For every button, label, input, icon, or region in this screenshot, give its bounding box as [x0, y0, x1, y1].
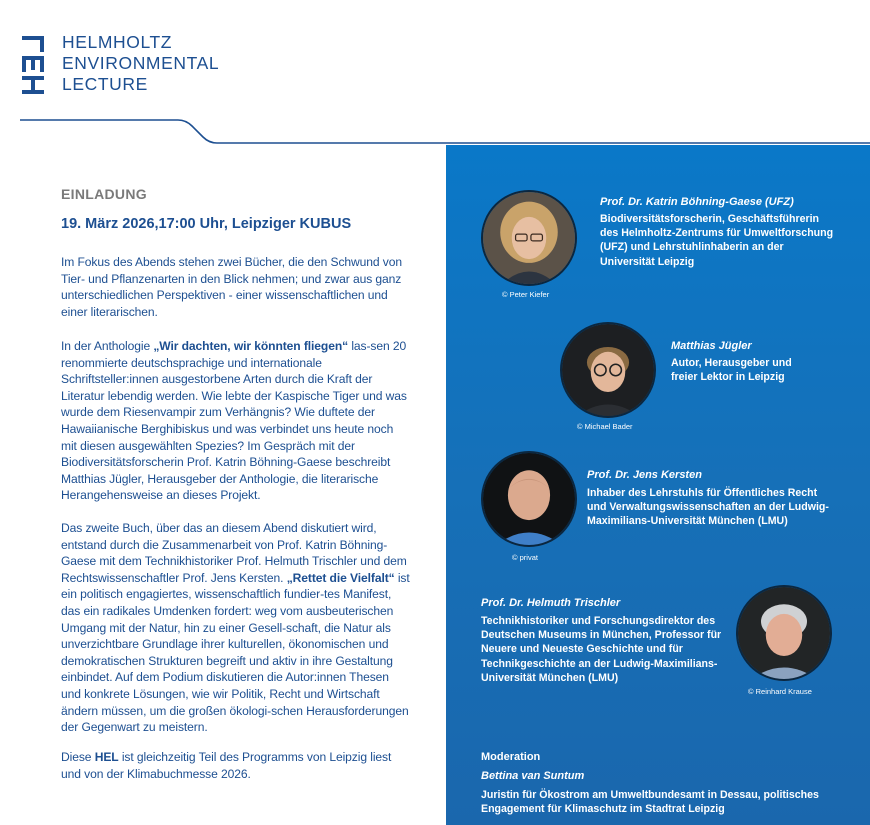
paragraph-manifest-body: ist ein politisch engagiertes, wissenschaftlich fundier-tes Manifest, das ein radikales Umdenken fordert: weg vom ausbeuterischen Umgang mit der Natur, hin zu einer Gesell-schaft, die Natur als unverzichtbare Grundlage ihrer kulturellen, ökonomischen und demokratischen Strukturen begreift und aktiv in ihre Gestaltung einbindet. Auf dem Podium diskutieren die Autor:innen Thesen und konkrete Lösungen, wie wir Politik, Recht und Wirtschaft ändern müssen, um die großen ökologi-schen Herausforderungen der Gegenwart zu meistern.	[61, 570, 410, 735]
paragraph-program	[61, 749, 411, 782]
speaker-description-1: Biodiversitätsforscherin, Geschäftsführerin des Helmholtz-Zentrums für Umweltforschung (UFZ) und Lehrstuhlinhaberin an der Universität Leipzig	[600, 213, 834, 268]
paragraph-program-body: ist gleichzeitig Teil des Programms von Leipzig liest und von der Klimabuchmesse 2026.	[61, 750, 392, 781]
photo-credit-1: © Peter Kiefer	[502, 290, 550, 299]
invitation-column	[61, 186, 411, 781]
paragraph-anthology	[61, 338, 411, 504]
moderator-name: Bettina van Suntum	[481, 770, 585, 782]
logo-line-2: ENVIRONMENTAL	[62, 53, 220, 73]
speaker-photo-kersten	[481, 451, 577, 547]
speaker-photo-juegler	[560, 322, 656, 418]
logo-wordmark	[62, 32, 219, 95]
speaker-description-4: Technikhistoriker und Forschungsdirektor des Deutschen Museums in München, Professor für Neuere und Neueste Geschichte und für Technikgeschichte an der Ludwig-Maximilians-Universität München (LMU)	[481, 615, 722, 684]
portrait-man-gray-hair-icon	[738, 587, 830, 679]
paragraph-intro: Im Fokus des Abends stehen zwei Bücher, die den Schwund von Tier- und Pflanzenarten in den Blick nehmen; und zwar aus ganz unterschiedlichen Perspektiven - einer wissenschaftlichen und einer literarischen.	[61, 255, 402, 319]
logo-line-3: LECTURE	[62, 74, 148, 94]
speaker-photo-trischler	[736, 585, 832, 681]
portrait-woman-icon	[483, 192, 575, 284]
photo-credit-4: © Reinhard Krause	[748, 687, 812, 696]
speaker-name-3: Prof. Dr. Jens Kersten	[587, 469, 702, 481]
header-divider-line	[0, 110, 870, 150]
paragraph-anthology-lead: In der Anthologie	[61, 339, 154, 353]
hel-logo-mark	[22, 36, 44, 94]
portrait-man-glasses-icon	[562, 324, 654, 416]
speakers-panel	[446, 145, 870, 825]
hel-logo-icon	[22, 36, 44, 94]
paragraph-anthology-body: las-sen 20 renommierte deutschsprachige und internationale Schriftsteller:innen ausgestorbene Arten durch die Kraft der Literatur lebendig werden. Wie lebte der Kaspische Tiger und was wurde dem Riesenvampir zum Verhängnis? Wie duftete der Hawaiianische Berghibiskus und was verbindet uns heute noch mit diesen ausgewählten Spezies? Im Gespräch mit der Biodiversitätsforscherin Prof. Katrin Böhning-Gaese beschreibt Matthias Jügler, Herausgeber der Anthologie, die literarische Herangehensweise an dieses Projekt.	[61, 339, 407, 503]
speaker-name-2: Matthias Jügler	[671, 340, 752, 352]
speaker-name-1: Prof. Dr. Katrin Böhning-Gaese (UFZ)	[600, 196, 794, 208]
moderation-label: Moderation	[481, 751, 541, 763]
speaker-name-4: Prof. Dr. Helmuth Trischler	[481, 597, 621, 609]
anthology-book-title: „Wir dachten, wir könnten fliegen“	[153, 339, 349, 353]
speaker-photo-boehning-gaese	[481, 190, 577, 286]
speaker-description-2: Autor, Herausgeber und freier Lektor in Leipzig	[671, 357, 792, 384]
photo-credit-3: © privat	[512, 553, 538, 562]
portrait-man-bald-icon	[483, 453, 575, 545]
photo-credit-2: © Michael Bader	[577, 422, 633, 431]
invitation-label: EINLADUNG	[61, 186, 147, 202]
paragraph-manifest-lead: Das zweite Buch, über das an diesem Abend diskutiert wird, entstand durch die Zusammenarbeit von Prof. Katrin Böhning-Gaese mit dem Technikhistoriker Prof. Helmuth Trischler und dem Rechtswissenschaftler Prof. Jens Kersten.	[61, 521, 407, 585]
speaker-description-3: Inhaber des Lehrstuhls für Öffentliches Recht und Verwaltungswissenschaften an der Ludwig-Maximilians-Universität München (LMU)	[587, 487, 829, 528]
moderator-description: Juristin für Ökostrom am Umweltbundesamt in Dessau, politisches Engagement für Klimaschutz im Stadtrat Leipzig	[481, 789, 819, 816]
event-date: 19. März 2026,17:00 Uhr, Leipziger KUBUS	[61, 216, 352, 232]
logo-line-1: HELMHOLTZ	[62, 32, 173, 52]
hel-abbreviation: HEL	[94, 750, 119, 764]
paragraph-program-lead: Diese	[61, 750, 95, 764]
paragraph-manifest	[61, 520, 411, 736]
manifest-book-title: „Rettet die Vielfalt“	[286, 570, 395, 585]
